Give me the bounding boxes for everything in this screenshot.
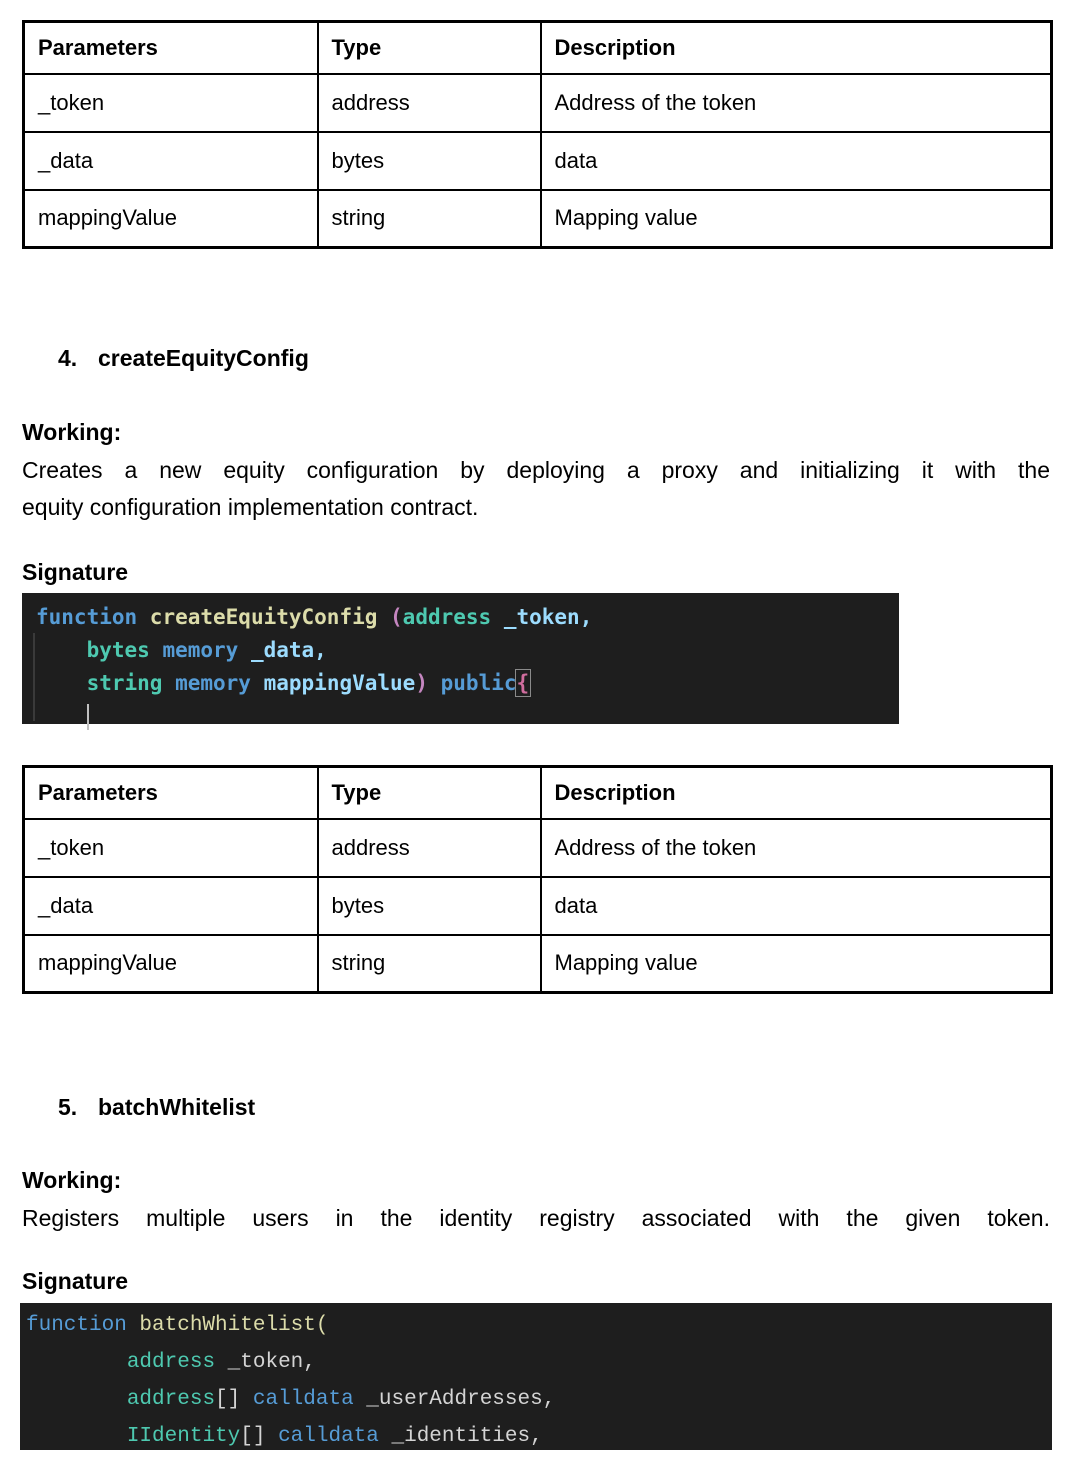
- code-line: [26, 1344, 1052, 1381]
- working-text-line: Registers multiple users in the identity registry associated with the given token.: [22, 1205, 1050, 1231]
- code-token: function: [36, 605, 150, 629]
- table-header-row: [24, 22, 1052, 74]
- code-token: []: [240, 1425, 279, 1448]
- table-row: [24, 190, 1052, 248]
- code-token: memory: [175, 671, 251, 695]
- table-row: [24, 935, 1052, 993]
- code-token: ): [415, 671, 428, 695]
- table-cell: mappingValue: [24, 935, 318, 993]
- code-token: memory: [162, 638, 239, 662]
- code-token: public: [440, 671, 517, 695]
- code-token: _identities,: [378, 1425, 543, 1448]
- table-cell: _token: [24, 74, 318, 132]
- table-row: [24, 877, 1052, 935]
- code-token: {: [516, 671, 530, 695]
- code-token: [26, 1388, 127, 1411]
- table-row: [24, 819, 1052, 877]
- code-token: batchWhitelist(: [139, 1314, 329, 1337]
- section-heading-4: [58, 345, 309, 372]
- text-cursor-icon: [87, 704, 89, 730]
- code-token: bytes: [86, 638, 150, 662]
- code-token: [251, 671, 264, 695]
- code-token: [428, 671, 441, 695]
- working-text-line: equity configuration implementation contract.: [22, 494, 479, 520]
- code-token: calldata: [252, 1388, 354, 1411]
- code-token: _token,: [503, 605, 593, 629]
- code-token: string: [86, 671, 163, 695]
- table-cell: string: [318, 190, 541, 248]
- code-token: [150, 638, 163, 662]
- section-title: batchWhitelist: [98, 1094, 256, 1120]
- working-text: [22, 1200, 1050, 1237]
- table-cell: Address of the token: [541, 74, 1052, 132]
- code-line: [36, 634, 899, 667]
- table-cell: Mapping value: [541, 190, 1052, 248]
- table-cell: data: [541, 877, 1052, 935]
- working-label: Working:: [22, 419, 122, 445]
- working-label: Working:: [22, 1167, 122, 1193]
- table-cell: _data: [24, 877, 318, 935]
- table-cell: bytes: [318, 132, 541, 190]
- code-token: [162, 671, 175, 695]
- code-token: [491, 605, 504, 629]
- working-text: [22, 452, 1050, 526]
- table-header-cell: Parameters: [24, 767, 318, 819]
- code-token: _data,: [250, 638, 327, 662]
- code-token: [36, 704, 87, 728]
- code-token: _token,: [227, 1351, 316, 1374]
- code-line: [26, 1381, 1052, 1418]
- code-block-createEquityConfig: [22, 593, 899, 724]
- code-line: [36, 700, 899, 733]
- code-line: [26, 1418, 1052, 1455]
- table-cell: string: [318, 935, 541, 993]
- table-cell: data: [541, 132, 1052, 190]
- table-cell: address: [318, 74, 541, 132]
- signature-label: Signature: [22, 1268, 129, 1294]
- code-token: [26, 1351, 127, 1374]
- code-block-batchWhitelist: [20, 1303, 1052, 1450]
- code-token: [26, 1425, 127, 1448]
- indent-guide: [33, 633, 35, 721]
- code-token: createEquityConfig: [149, 605, 391, 629]
- table-header-cell: Description: [541, 22, 1052, 74]
- section-title: createEquityConfig: [98, 345, 309, 371]
- table-cell: Mapping value: [541, 935, 1052, 993]
- code-line: [26, 1307, 1052, 1344]
- code-token: IIdentity: [126, 1425, 241, 1448]
- section-number: 4.: [58, 345, 78, 371]
- table-cell: Address of the token: [541, 819, 1052, 877]
- code-token: []: [215, 1388, 253, 1411]
- code-token: [36, 671, 87, 695]
- section-number: 5.: [58, 1094, 78, 1120]
- table-cell: bytes: [318, 877, 541, 935]
- table-row: [24, 132, 1052, 190]
- table-header-row: [24, 767, 1052, 819]
- table-cell: address: [318, 819, 541, 877]
- code-token: _userAddresses,: [353, 1388, 556, 1411]
- table-header-cell: Type: [318, 767, 541, 819]
- table-header-cell: Parameters: [24, 22, 318, 74]
- table-cell: _token: [24, 819, 318, 877]
- table-cell: _data: [24, 132, 318, 190]
- parameters-table-1: [22, 20, 1053, 249]
- code-token: address: [126, 1388, 216, 1411]
- code-line: [36, 667, 899, 700]
- code-token: address: [402, 605, 492, 629]
- table-header-cell: Description: [541, 767, 1052, 819]
- code-token: mappingValue: [263, 671, 416, 695]
- table-row: [24, 74, 1052, 132]
- code-token: [36, 638, 87, 662]
- signature-label: Signature: [22, 559, 129, 585]
- table-header-cell: Type: [318, 22, 541, 74]
- section-heading-5: [58, 1094, 255, 1121]
- table-cell: mappingValue: [24, 190, 318, 248]
- code-token: (: [390, 605, 403, 629]
- parameters-table-2: [22, 765, 1053, 994]
- code-token: calldata: [278, 1425, 379, 1448]
- code-token: address: [126, 1351, 216, 1374]
- code-token: function: [26, 1314, 140, 1337]
- code-token: [238, 638, 251, 662]
- code-line: [36, 601, 899, 634]
- working-text-line: Creates a new equity configuration by deploying a proxy and initializing it with the: [22, 457, 1050, 483]
- code-token: [215, 1351, 228, 1374]
